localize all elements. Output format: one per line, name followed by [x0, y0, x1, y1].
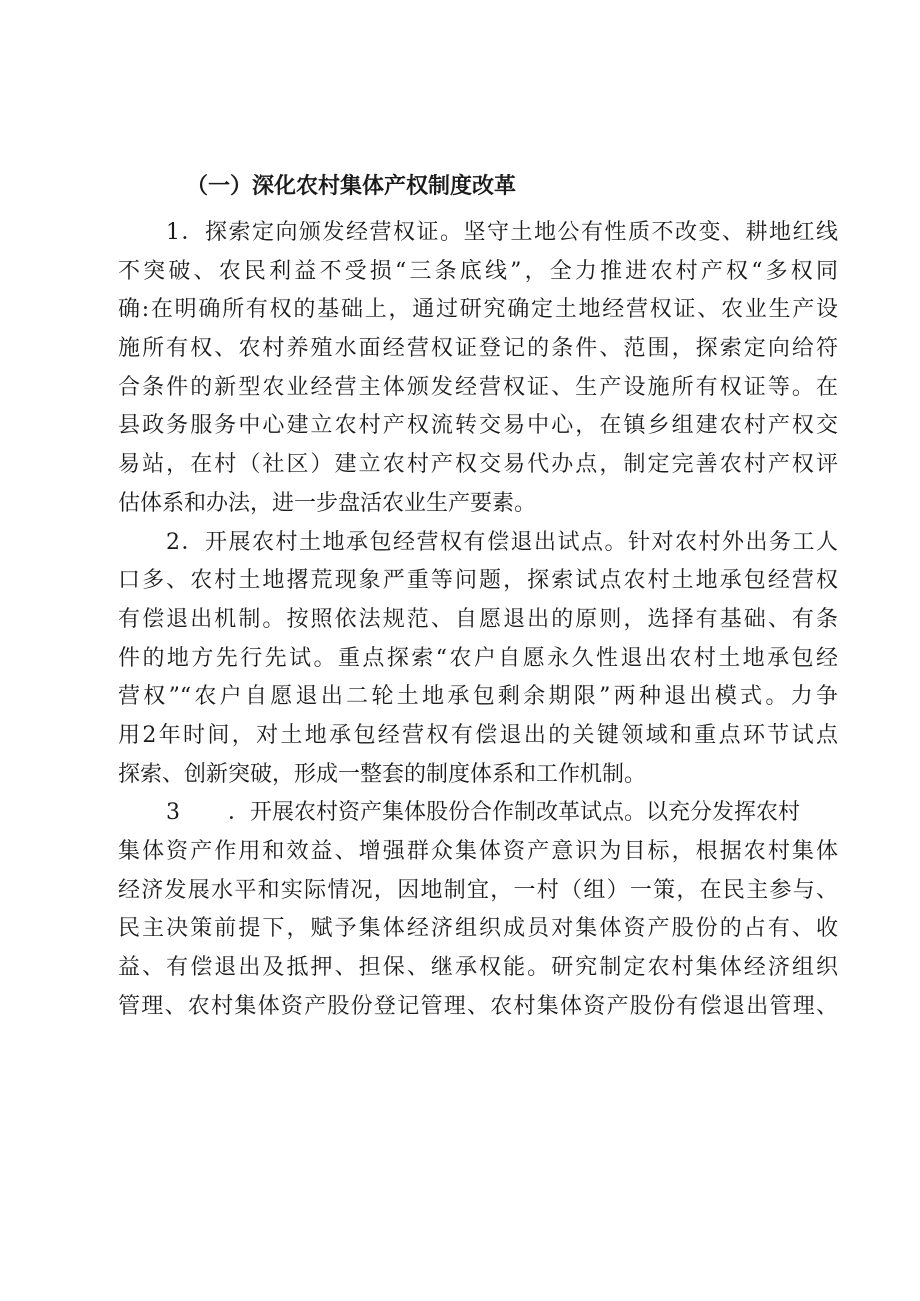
- paragraph-1-line: 合条件的新型农业经营主体颁发经营权证、生产设施所有权证等。在: [118, 374, 838, 400]
- paragraph-1-line: 确:在明确所有权的基础上，通过研究确定土地经营权证、农业生产设: [118, 297, 838, 323]
- paragraph-3-line-text: ．开展农村资产集体股份合作制改革试点。以充分发挥农村: [228, 800, 801, 826]
- paragraph-2-line: 口多、农村土地撂荒现象严重等问题，探索试点农村土地承包经营权: [118, 568, 838, 594]
- paragraph-2-line: 用2年时间，对土地承包经营权有偿退出的关键领域和重点环节试点: [118, 722, 838, 748]
- paragraph-2-line: 营权”“农户自愿退出二轮土地承包剩余期限”两种退出模式。力争: [118, 684, 838, 710]
- paragraph-3-line: 经济发展水平和实际情况，因地制宜，一村（组）一策，在民主参与、: [118, 877, 838, 903]
- paragraph-3-line: 集体资产作用和效益、增强群众集体资产意识为目标，根据农村集体: [118, 839, 838, 864]
- document-body: [118, 214, 838, 1026]
- paragraph-3-line: 管理、农村集体资产股份登记管理、农村集体资产股份有偿退出管理、: [118, 993, 838, 1019]
- paragraph-1-line: 县政务服务中心建立农村产权流转交易中心，在镇乡组建农村产权交: [118, 413, 838, 439]
- paragraph-1-line: 易站，在村（社区）建立农村产权交易代办点，制定完善农村产权评: [118, 452, 838, 478]
- paragraph-3-number: 3: [166, 800, 180, 826]
- paragraph-1-line: 估体系和办法，进一步盘活农业生产要素。: [118, 490, 537, 516]
- paragraph-3-line: 益、有偿退出及抵押、担保、继承权能。研究制定农村集体经济组织: [118, 955, 838, 981]
- paragraph-2-line: 探索、创新突破，形成一整套的制度体系和工作机制。: [118, 761, 647, 787]
- paragraph-3-line: 民主决策前提下，赋予集体经济组织成员对集体资产股份的占有、收: [118, 916, 838, 942]
- paragraph-2-line: 件的地方先行先试。重点探索“农户自愿永久性退出农村土地承包经: [118, 645, 838, 671]
- section-heading: （一）深化农村集体产权制度改革: [186, 174, 517, 199]
- paragraph-2-line: 有偿退出机制。按照依法规范、自愿退出的原则，选择有基础、有条: [118, 606, 838, 632]
- paragraph-2-line: 2．开展农村土地承包经营权有偿退出试点。针对农村外出务工人: [166, 529, 838, 555]
- paragraph-1-line: 1．探索定向颁发经营权证。坚守土地公有性质不改变、耕地红线: [166, 220, 838, 245]
- paragraph-1-line: 施所有权、农村养殖水面经营权证登记的条件、范围，探索定向给符: [118, 336, 838, 362]
- paragraph-3-line: [118, 794, 838, 833]
- paragraph-1-line: 不突破、农民利益不受损“三条底线”，全力推进农村产权“多权同: [118, 258, 838, 284]
